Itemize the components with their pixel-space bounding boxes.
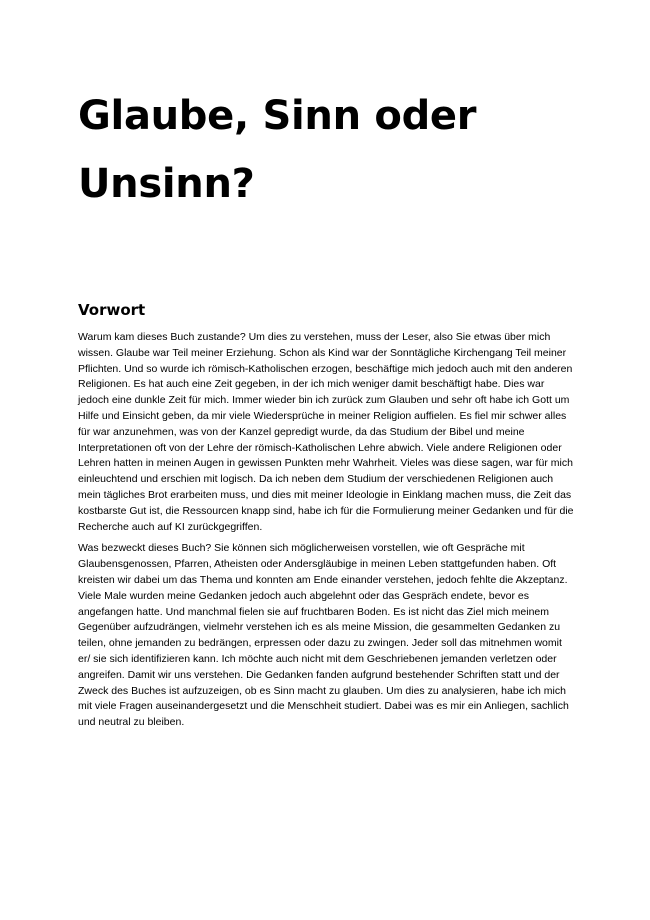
paragraph-1: Warum kam dieses Buch zustande? Um dies zu verstehen, muss der Leser, also Sie etwas über mich wissen. Glaube war Teil meiner Erziehung. Schon als Kind war der Sonntägliche Kirchengang Teil meiner Pflichten. Und so wurde ich römisch-Katholischen erzogen, beschäftige mich jedoch auch mit den anderen Religionen. Es hat auch eine Zeit gegeben, in der ich mich weniger damit beschäftigt habe. Dies war jedoch eine dunkle Zeit für mich. Immer wieder bin ich zurück zum Glauben und sehr oft habe ich Gott um Hilfe und Einsicht geben, da mir viele Wiedersprüche in meiner Religion auffielen. Es fiel mir schwer alles für war anzunehmen, was von der Kanzel gepredigt wurde, da das Studium der Bibel und meine Interpretationen oft von der Lehre der römisch-Katholischen Lehre abwich. Viele andere Religionen oder Lehren hatten in meinen Augen in gewissen Punkten mehr Wahrheit. Vieles was diese sagen, war für mich einleuchtend und erschien mit logisch. Da ich neben dem Studium der verschiedenen Religionen auch mein tägliches Brot erarbeiten muss, und dies mit meiner Ideologie in Einklang machen muss, die Zeit das kostbarste Gut ist, die Ressourcen knapp sind, habe ich für die Formulierung meiner Gedanken und für die Recherche auch auf KI zurückgegriffen. (78, 331, 574, 533)
document-page (78, 82, 574, 737)
section-heading-vorwort: Vorwort (78, 301, 146, 319)
paragraph-2: Was bezweckt dieses Buch? Sie können sich möglicherweisen vorstellen, wie oft Gespräche mit Glaubensgenossen, Pfarren, Atheisten oder Andersgläubige in meinen Leben stattgefunden haben. Oft kreisten wir dabei um das Thema und konnten am Ende einander verstehen, jedoch fehlte die Akzeptanz. Viele Male wurden meine Gedanken jedoch auch abgelehnt oder das Gespräch endete, bevor es angefangen hatte. Und manchmal fielen sie auf fruchtbaren Boden. Es ist nicht das Ziel mich meinem Gegenüber aufzudrängen, vielmehr verstehen ich es als meine Mission, die gesammelten Gedanken zu teilen, ohne jemanden zu bedrängen, erpressen oder dazu zu zwingen. Jeder soll das mitnehmen womit er/ sie sich identifizieren kann. Ich möchte auch nicht mit dem Geschriebenen jemanden verletzen oder angreifen. Damit wir uns verstehen. Die Gedanken fanden aufgrund bestehender Schriften statt und der Zweck des Buches ist aufzuzeigen, ob es Sinn macht zu glauben. Um dies zu analysieren, habe ich mich mit viele Fragen auseinandergesetzt und die Menschheit studiert. Dabei was es mir ein Anliegen, sachlich und neutral zu bleiben. (78, 542, 569, 729)
document-title: Glaube, Sinn oder Unsinn? (78, 93, 477, 207)
